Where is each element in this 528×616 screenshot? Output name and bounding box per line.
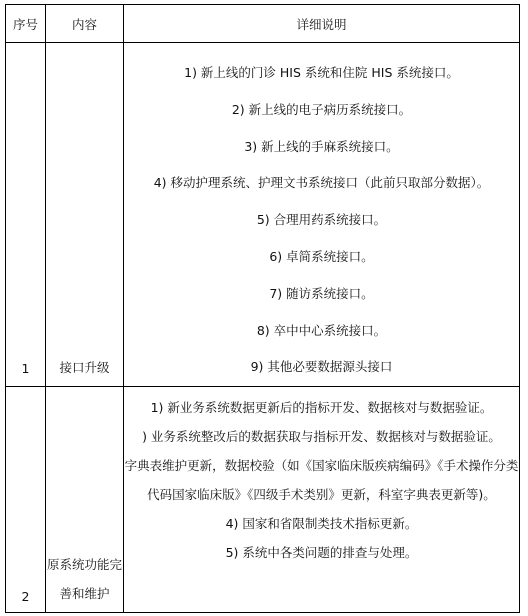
header-content: 内容 bbox=[46, 5, 124, 43]
row-number: 2 bbox=[21, 589, 30, 605]
detail-list bbox=[124, 387, 519, 567]
detail-item: 4) 国家和省限制类技术指标更新。 bbox=[225, 516, 418, 532]
detail-item: 1) 新上线的门诊 HIS 系统和住院 HIS 系统接口。 bbox=[184, 65, 459, 80]
row-number-cell bbox=[6, 387, 46, 613]
row-content-cell bbox=[46, 387, 124, 613]
detail-item: 9) 其他必要数据源头接口 bbox=[250, 359, 393, 375]
table-row bbox=[6, 43, 520, 387]
detail-item: 2) 新上线的电子病历系统接口。 bbox=[231, 101, 412, 117]
row-detail-cell bbox=[124, 43, 520, 387]
row-detail-cell bbox=[124, 387, 520, 613]
row-content: 接口升级 bbox=[59, 360, 110, 376]
detail-item: 5) 系统中各类问题的排查与处理。 bbox=[225, 545, 418, 561]
detail-item: ) 业务系统整改后的数据获取与指标开发、数据核对与数据验证。 bbox=[142, 429, 501, 445]
detail-item: 7) 随访系统接口。 bbox=[269, 285, 374, 301]
detail-item: 8) 卒中中心系统接口。 bbox=[256, 322, 387, 338]
detail-table bbox=[5, 4, 520, 613]
detail-item: 4) 移动护理系统、护理文书系统接口（此前只取部分数据）。 bbox=[153, 175, 490, 191]
row-number-cell bbox=[6, 43, 46, 387]
detail-item: 6) 卓简系统接口。 bbox=[269, 248, 374, 264]
row-content: 原系统功能完善和维护 bbox=[46, 557, 122, 602]
header-number: 序号 bbox=[6, 5, 46, 43]
detail-item: 5) 合理用药系统接口。 bbox=[256, 212, 387, 228]
detail-item: 字典表维护更新，数据校验（如《国家临床版疾病编码》《手术操作分类代码国家临床版》《四级手术类别》更新，科室字典表更新等)。 bbox=[124, 458, 519, 503]
header-detail: 详细说明 bbox=[124, 5, 520, 43]
row-number: 1 bbox=[21, 361, 30, 377]
row-content-cell bbox=[46, 43, 124, 387]
detail-item: 1) 新业务系统数据更新后的指标开发、数据核对与数据验证。 bbox=[150, 400, 493, 416]
table-header-row bbox=[6, 5, 520, 43]
detail-item: 3) 新上线的手麻系统接口。 bbox=[244, 138, 399, 154]
table-row bbox=[6, 387, 520, 613]
detail-list bbox=[124, 43, 519, 386]
